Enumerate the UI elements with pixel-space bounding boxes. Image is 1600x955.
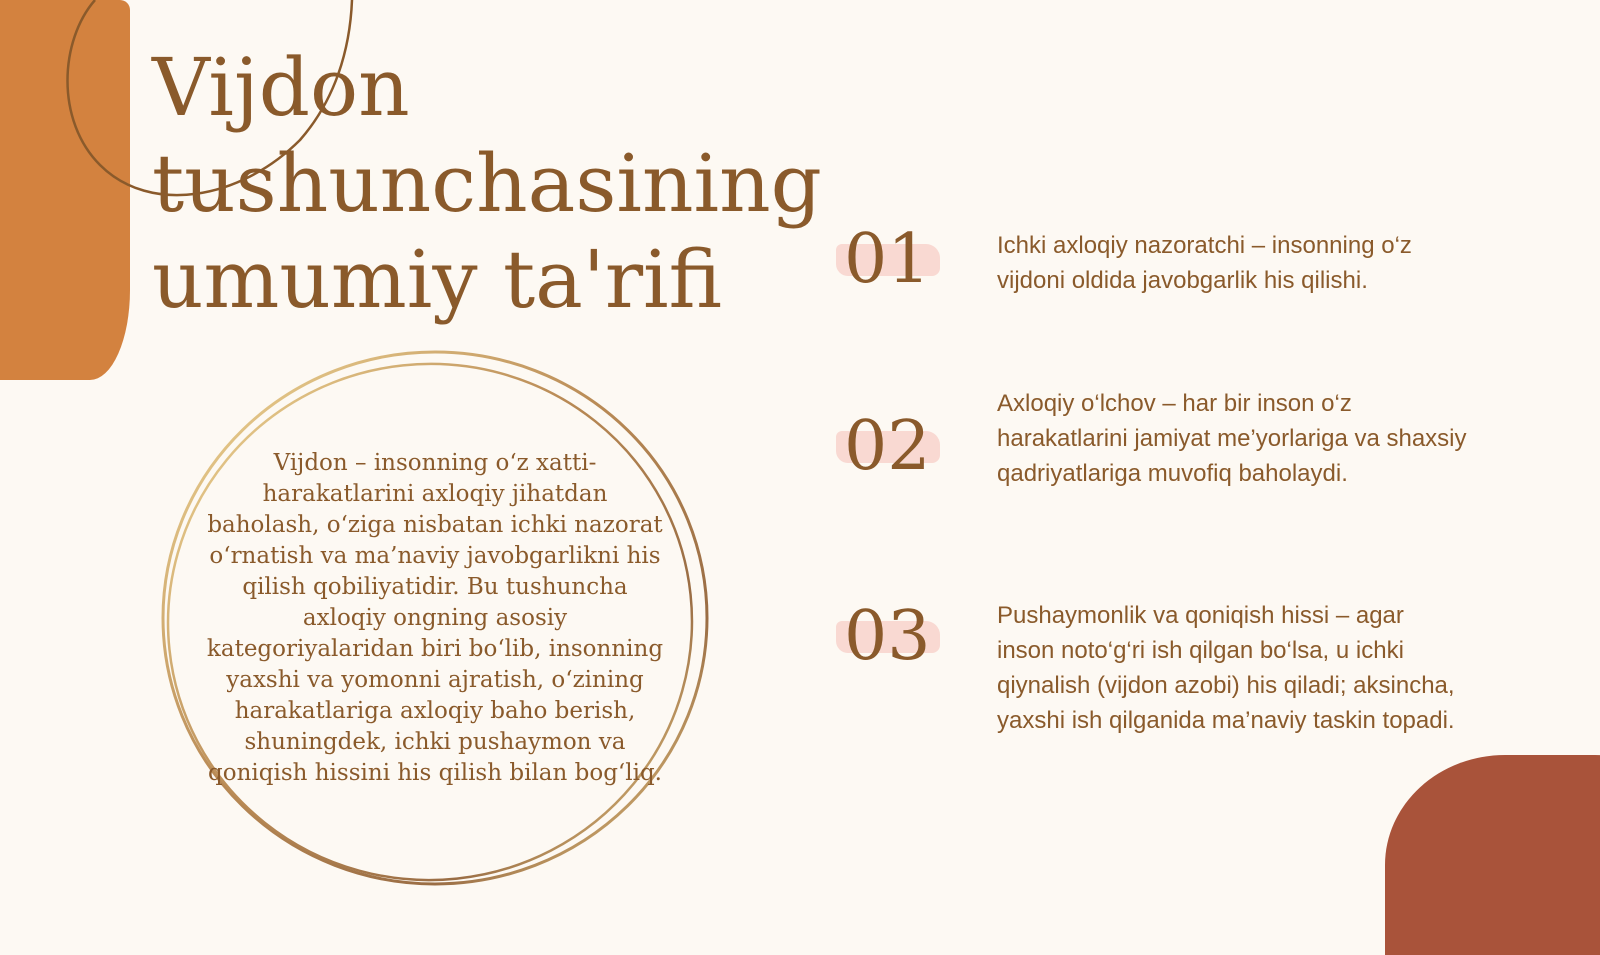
- point-number-label: 01: [844, 220, 931, 299]
- decorative-blob-orange: [0, 0, 130, 380]
- point-number-01: [844, 220, 954, 299]
- definition-text: Vijdon – insonning o‘z xatti-harakatlarini axloqiy jihatdan baholash, o‘ziga nisbatan ichki nazorat o‘rnatish va ma’naviy javobgarlikni his qilish qobiliyatidir. Bu tushuncha axloqiy ongning asosiy kategoriyalaridan biri bo‘lib, insonning yaxshi va yomonni ajratish, o‘zining harakatlariga axloqiy baho berish, shuningdek, ichki pushaymon va qoniqish hissini his qilish bilan bog‘liq.: [206, 450, 664, 786]
- slide-title: Vijdon tushunchasining umumiy ta'rifi: [152, 41, 822, 326]
- point-number-02: [844, 407, 954, 486]
- point-text-02: Axloqiy o‘lchov – har bir inson o‘z harakatlarini jamiyat me’yorlariga va shaxsiy qadriyatlariga muvofiq baholaydi.: [997, 390, 1467, 487]
- point-number-label: 02: [844, 407, 931, 486]
- point-number-label: 03: [844, 597, 931, 676]
- decorative-blob-rust: [1385, 755, 1600, 955]
- point-number-03: [844, 597, 954, 676]
- point-text-01: Ichki axloqiy nazoratchi – insonning o‘z vijdoni oldida javobgarlik his qilishi.: [997, 232, 1412, 294]
- point-text-03: Pushaymonlik va qoniqish hissi – agar inson noto‘g‘ri ish qilgan bo‘lsa, u ichki qiynalish (vijdon azobi) his qiladi; aksincha, yaxshi ish qilganida ma’naviy taskin topadi.: [997, 602, 1455, 734]
